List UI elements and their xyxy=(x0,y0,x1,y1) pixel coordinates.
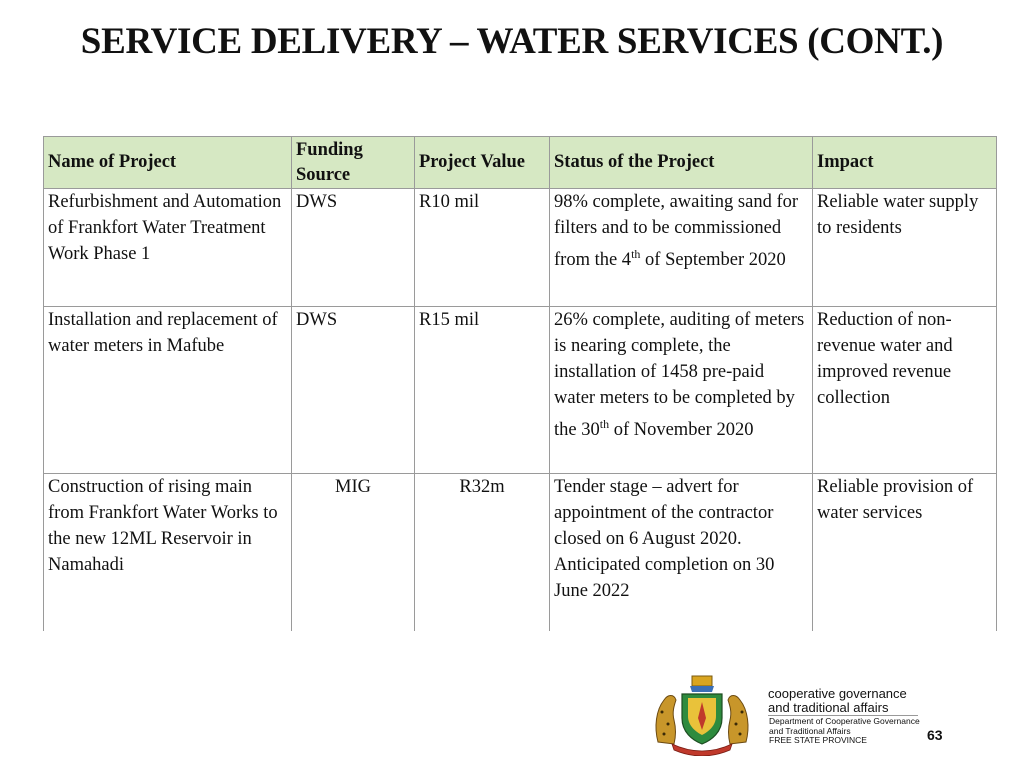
status-text: 26% complete, auditing of meters is nearing complete, the installation of 1458 pre-paid water meters to be completed by the 30 xyxy=(554,310,805,441)
coat-of-arms-icon xyxy=(650,672,754,756)
department-name xyxy=(769,717,920,746)
cell-impact: Reliable water supply to residents xyxy=(813,189,997,307)
status-text-end: of September 2020 xyxy=(640,250,786,271)
table-row xyxy=(44,189,997,307)
cell-name: Construction of rising main from Frankfort Water Works to the new 12ML Reservoir in Namahadi xyxy=(44,474,292,631)
status-text-end: of November 2020 xyxy=(609,420,754,441)
cell-impact: Reduction of non-revenue water and improved revenue collection xyxy=(813,307,997,474)
header-impact: Impact xyxy=(813,137,997,189)
department-line2: and Traditional Affairs xyxy=(769,725,851,736)
cell-funding: DWS xyxy=(292,189,415,307)
department-line1: Department of Cooperative Governance xyxy=(769,716,920,726)
status-text: Tender stage – advert for appointment of the contractor closed on 6 August 2020. xyxy=(554,477,774,549)
status-superscript: th xyxy=(599,417,610,431)
cell-funding: MIG xyxy=(292,474,415,631)
cell-impact: Reliable provision of water services xyxy=(813,474,997,631)
cell-name: Installation and replacement of water meters in Mafube xyxy=(44,307,292,474)
projects-table xyxy=(43,136,997,631)
table-row xyxy=(44,474,997,631)
cell-status xyxy=(550,307,813,474)
table-header-row xyxy=(44,137,997,189)
header-status: Status of the Project xyxy=(550,137,813,189)
org-name xyxy=(768,687,907,715)
cell-name: Refurbishment and Automation of Frankfort Water Treatment Work Phase 1 xyxy=(44,189,292,307)
org-name-line1: cooperative governance xyxy=(768,686,907,701)
cell-funding: DWS xyxy=(292,307,415,474)
cell-value: R10 mil xyxy=(415,189,550,307)
org-name-line2: and traditional affairs xyxy=(768,700,889,715)
cell-value: R32m xyxy=(415,474,550,631)
header-name: Name of Project xyxy=(44,137,292,189)
cell-status xyxy=(550,474,813,631)
page-number: 63 xyxy=(927,727,943,743)
header-value: Project Value xyxy=(415,137,550,189)
cell-status xyxy=(550,189,813,307)
cell-value: R15 mil xyxy=(415,307,550,474)
status-superscript: th xyxy=(631,247,641,261)
page-title: SERVICE DELIVERY – WATER SERVICES (CONT.) xyxy=(80,21,944,62)
department-line3: FREE STATE PROVINCE xyxy=(769,735,867,745)
status-text-end: Anticipated completion on 30 June 2022 xyxy=(554,555,775,601)
header-funding: Funding Source xyxy=(292,137,415,189)
table-row xyxy=(44,307,997,474)
footer-branding xyxy=(650,672,960,757)
status-text: 98% complete, awaiting sand for filters and to be commissioned from the 4 xyxy=(554,192,799,271)
